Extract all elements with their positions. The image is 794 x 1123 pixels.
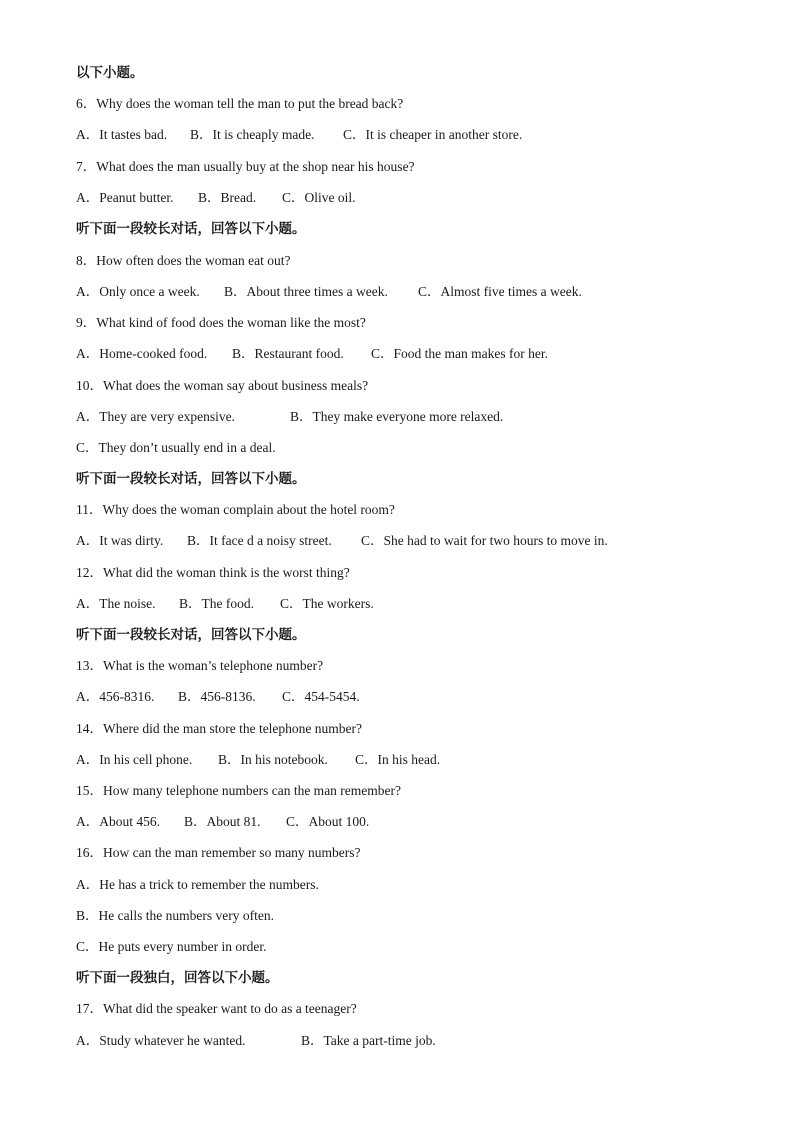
answer-option: B．In his notebook. — [218, 752, 328, 767]
answer-option: A．They are very expensive. — [76, 409, 235, 424]
question-text: 16．How can the man remember so many numbers? — [76, 845, 361, 860]
answer-option: C．Olive oil. — [282, 190, 356, 205]
answer-option: B．He calls the numbers very often. — [76, 908, 274, 923]
question-text: 17．What did the speaker want to do as a teenager? — [76, 1001, 357, 1016]
answer-option: A．It was dirty. — [76, 533, 164, 548]
answer-option: C．About 100. — [286, 814, 370, 829]
section-heading: 听下面一段较长对话，回答以下小题。 — [76, 471, 306, 487]
answer-option: A．Only once a week. — [76, 284, 200, 299]
question-text: 11．Why does the woman complain about the hotel room? — [76, 502, 395, 517]
question-text: 15．How many telephone numbers can the man remember? — [76, 783, 402, 798]
answer-option: A．Home-cooked food. — [76, 346, 208, 361]
section-heading: 听下面一段独白，回答以下小题。 — [76, 970, 279, 986]
question-text: 8．How often does the woman eat out? — [76, 253, 291, 268]
answer-option: B．456-8136. — [178, 689, 256, 704]
answer-option: B．It face d a noisy street. — [187, 533, 332, 548]
answer-option: B．Take a part-time job. — [301, 1033, 436, 1048]
answer-option: B．Restaurant food. — [232, 346, 344, 361]
answer-option: C．In his head. — [355, 752, 441, 767]
answer-option: C．Food the man makes for her. — [371, 346, 548, 361]
answer-option: C．454-5454. — [282, 689, 360, 704]
answer-option: B．They make everyone more relaxed. — [290, 409, 504, 424]
answer-option: B．Bread. — [198, 190, 257, 205]
question-text: 10．What does the woman say about business meals? — [76, 378, 369, 393]
answer-option: B．The food. — [179, 596, 254, 611]
answer-option: A．The noise. — [76, 596, 156, 611]
answer-option: A．About 456. — [76, 814, 160, 829]
answer-option: A．Peanut butter. — [76, 190, 174, 205]
section-heading: 以下小题。 — [76, 65, 144, 81]
answer-option: B．About 81. — [184, 814, 261, 829]
answer-option: A．456-8316. — [76, 689, 155, 704]
answer-option: A．He has a trick to remember the numbers. — [76, 877, 319, 892]
answer-option: C．She had to wait for two hours to move in. — [361, 533, 608, 548]
question-text: 9．What kind of food does the woman like the most? — [76, 315, 366, 330]
answer-option: A．It tastes bad. — [76, 127, 168, 142]
answer-option: A．Study whatever he wanted. — [76, 1033, 246, 1048]
answer-option: A．In his cell phone. — [76, 752, 193, 767]
question-text: 12．What did the woman think is the worst thing? — [76, 565, 350, 580]
answer-option: B．About three times a week. — [224, 284, 388, 299]
answer-option: C．It is cheaper in another store. — [343, 127, 523, 142]
question-text: 6．Why does the woman tell the man to put the bread back? — [76, 96, 404, 111]
answer-option: C．He puts every number in order. — [76, 939, 267, 954]
answer-option: C．They don’t usually end in a deal. — [76, 440, 276, 455]
answer-option: B．It is cheaply made. — [190, 127, 315, 142]
section-heading: 听下面一段较长对话，回答以下小题。 — [76, 627, 306, 643]
question-text: 13．What is the woman’s telephone number? — [76, 658, 324, 673]
question-text: 14．Where did the man store the telephone number? — [76, 721, 363, 736]
question-text: 7．What does the man usually buy at the shop near his house? — [76, 159, 415, 174]
answer-option: C．The workers. — [280, 596, 374, 611]
section-heading: 听下面一段较长对话，回答以下小题。 — [76, 221, 306, 237]
answer-option: C．Almost five times a week. — [418, 284, 582, 299]
